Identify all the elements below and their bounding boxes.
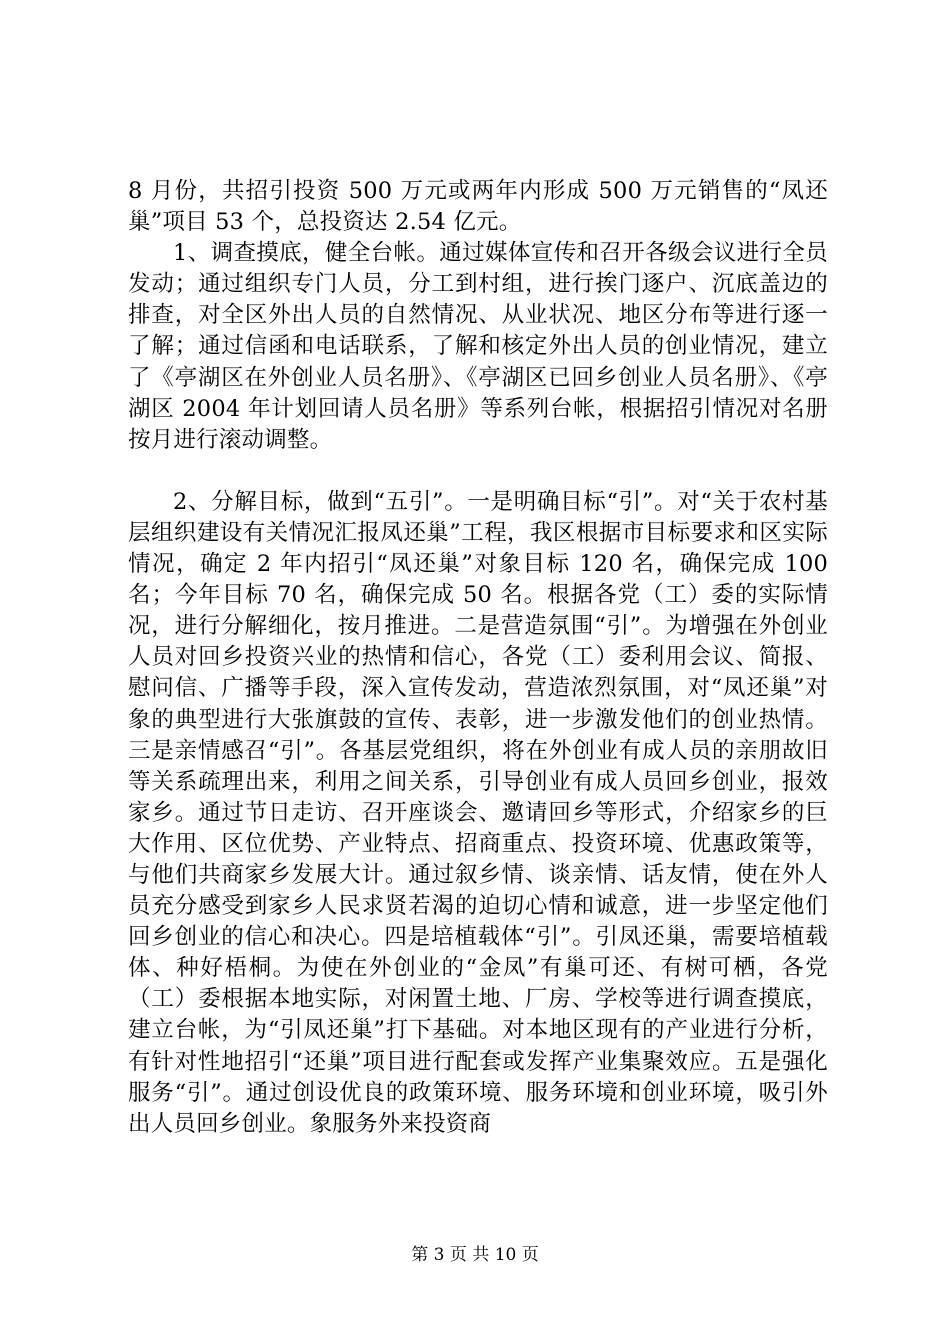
paragraph-gap [128,456,828,487]
paragraph-five-attractions: 2、分解目标，做到“五引”。一是明确目标“引”。对“关于农村基层组织建设有关情况汇报凤还巢”工程，我区根据市目标要求和区实际情况，确定 2 年内招引“凤还巢”对象目标 120 名，确保完成 100 名；今年目标 70 名，确保完成 50 名。根据各党（工）委的实际情况，进行分解细化，按月推进。二是营造氛围“引”。为增强在外创业人员对回乡投资兴业的热情和信心，各党（工）委利用会议、简报、慰问信、广播等手段，深入宣传发动，营造浓烈氛围，对“凤还巢”对象的典型进行大张旗鼓的宣传、表彰，进一步激发他们的创业热情。三是亲情感召“引”。各基层党组织，将在外创业有成人员的亲朋故旧等关系疏理出来，利用之间关系，引导创业有成人员回乡创业，报效家乡。通过节日走访、召开座谈会、邀请回乡等形式，介绍家乡的巨大作用、区位优势、产业特点、招商重点、投资环境、优惠政策等，与他们共商家乡发展大计。通过叙乡情、谈亲情、话友情，使在外人员充分感受到家乡人民求贤若渴的迫切心情和诚意，进一步坚定他们回乡创业的信心和决心。四是培植载体“引”。引凤还巢，需要培植载体、种好梧桐。为使在外创业的“金凤”有巢可还、有树可栖，各党（工）委根据本地实际，对闲置土地、厂房、学校等进行调查摸底，建立台帐，为“引凤还巢”打下基础。对本地区现有的产业进行分析，有针对性地招引“还巢”项目进行配套或发挥产业集聚效应。五是强化服务“引”。通过创设优良的政策环境、服务环境和创业环境，吸引外出人员回乡创业。象服务外来投资商 [128,488,828,1137]
paragraph-continuation: 8 月份，共招引投资 500 万元或两年内形成 500 万元销售的“凤还巢”项目 53 个，总投资达 2.54 亿元。 [128,178,828,236]
paragraph-investigation: 1、调查摸底，健全台帐。通过媒体宣传和召开各级会议进行全员发动；通过组织专门人员，分工到村组，进行挨门逐户、沉底盖边的排查，对全区外出人员的自然情况、从业状况、地区分布等进行逐一了解；通过信函和电话联系，了解和核定外出人员的创业情况，建立了《亭湖区在外创业人员名册》、《亭湖区已回乡创业人员名册》、《亭湖区 2004 年计划回请人员名册》等系列台帐，根据招引情况对名册按月进行滚动调整。 [128,240,828,453]
document-body [128,176,828,1140]
page-footer: 第 3 页 共 10 页 [411,1245,539,1265]
